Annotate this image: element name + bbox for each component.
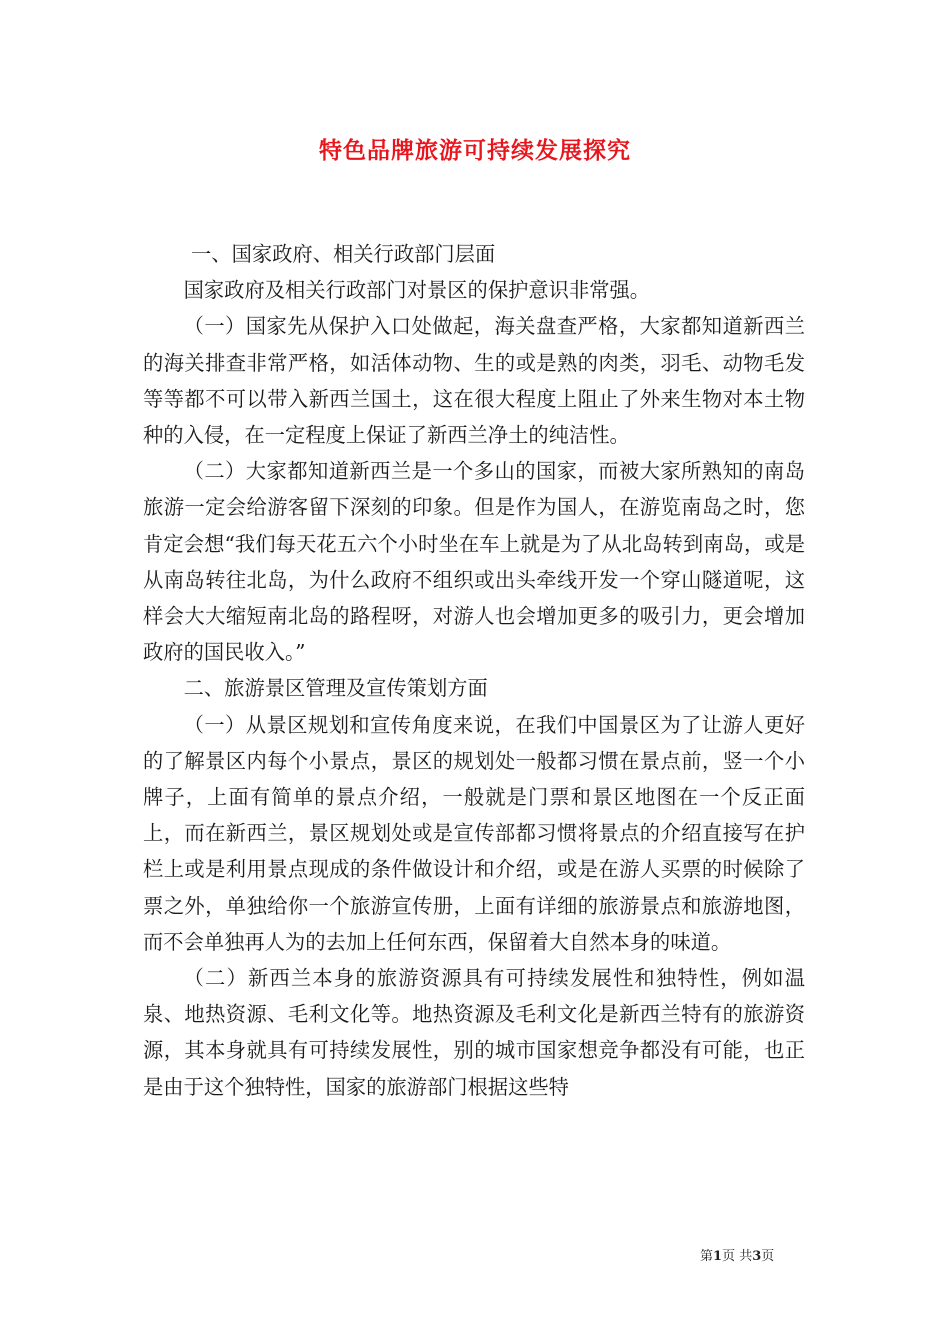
paragraph-2-2: （二）新西兰本身的旅游资源具有可持续发展性和独特性，例如温泉、地热资源、毛利文化等。地热资源及毛利文化是新西兰特有的旅游资源，其本身就具有可持续发展性，别的城市国家想竞争都没有可能，也正是由于这个独特性，国家的旅游部门根据这些特	[143, 966, 805, 1099]
section-heading-2: 二、旅游景区管理及宣传策划方面	[183, 676, 488, 701]
document-body	[143, 236, 805, 1105]
page-footer	[700, 1248, 850, 1266]
section-heading-1: 一、国家政府、相关行政部门层面	[191, 242, 496, 266]
paragraph-1-2: （二）大家都知道新西兰是一个多山的国家，而被大家所熟知的南岛旅游一定会给游客留下深刻的印象。但是作为国人，在游览南岛之时，您肯定会想“我们每天花五六个小时坐在车上就是为了从北岛转到南岛，或是从南岛转往北岛，为什么政府不组织或出头牵线开发一个穿山隧道呢，这样会大大缩短南北岛的路程呀，对游人也会增加更多的吸引力，更会增加政府的国民收入。”	[143, 459, 805, 665]
document-title: 特色品牌旅游可持续发展探究	[319, 137, 631, 164]
footer-page-number: 1	[713, 1249, 723, 1264]
paragraph-1-1: （一）国家先从保护入口处做起，海关盘查严格，大家都知道新西兰的海关排查非常严格，如活体动物、生的或是熟的肉类，羽毛、动物毛发等等都不可以带入新西兰国土，这在很大程度上阻止了外来生物对本土物种的入侵，在一定程度上保证了新西兰净土的纯洁性。	[143, 314, 805, 448]
footer-middle: 页 共	[722, 1249, 753, 1264]
footer-prefix: 第	[700, 1249, 714, 1264]
paragraph-intro: 国家政府及相关行政部门对景区的保护意识非常强。	[183, 278, 651, 303]
paragraph-2-1: （一）从景区规划和宣传角度来说，在我们中国景区为了让游人更好的了解景区内每个小景点，景区的规划处一般都习惯在景点前，竖一个小牌子，上面有简单的景点介绍，一般就是门票和景区地图在一个反正面上，而在新西兰，景区规划处或是宣传部都习惯将景点的介绍直接写在护栏上或是利用景点现成的条件做设计和介绍，或是在游人买票的时候除了票之外，单独给你一个旅游宣传册，上面有详细的旅游景点和旅游地图，而不会单独再人为的去加上任何东西，保留着大自然本身的味道。	[143, 712, 805, 954]
footer-suffix: 页	[761, 1249, 775, 1264]
footer-total-pages: 3	[752, 1249, 762, 1264]
